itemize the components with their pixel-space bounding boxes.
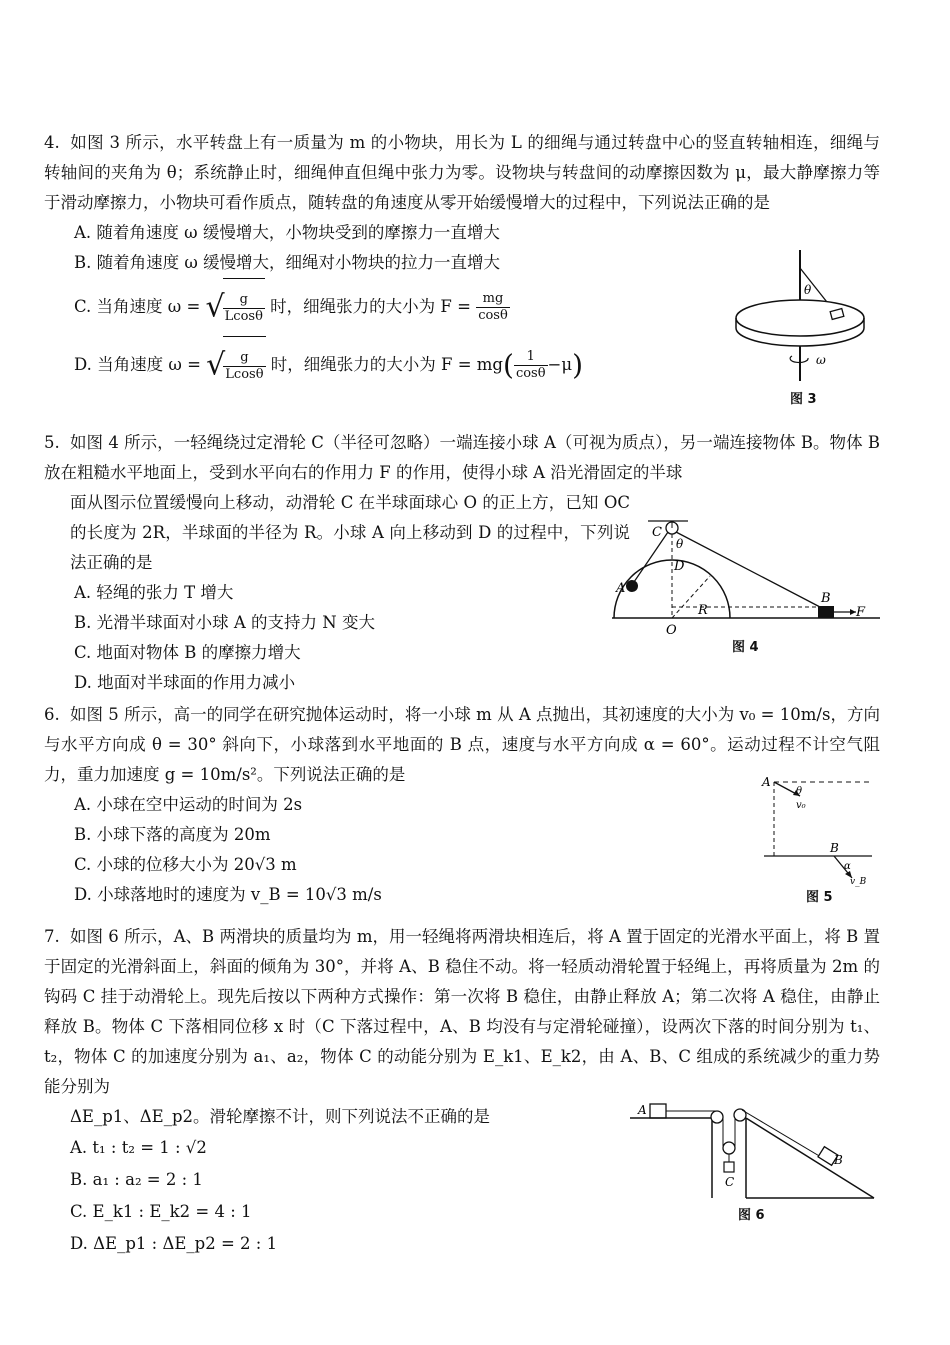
q4-c-middle: 时，细绳张力的大小为 F = (270, 297, 471, 316)
fig3-caption: 图 3 (790, 392, 817, 407)
fig4-label-o: O (666, 623, 677, 638)
q4-d-den: Lcosθ (225, 367, 264, 382)
figure-4-hemisphere (612, 514, 880, 640)
q4-d-num: g (223, 350, 265, 367)
q7-stem-text: 如图 6 所示，A、B 两滑块的质量均为 m，用一轻绳将两滑块相连后，将 A 置于固定的光滑水平面上，将 B 置于固定的光滑斜面上，斜面的倾角为 30°，并将 A、B 稳住不动。将一轻质动滑轮置于轻绳上，再将质量为 2m 的钩码 C 挂于动滑轮上。现先后按以下两种方式操作：第一次将 B 稳住，由静止释放 A；第二次将 A 稳住，由静止释放 B。物体 C 下落相同位移 x 时（C 下落过程中，A、B 均没有与定滑轮碰撞），设两次下落的时间分别为 t₁、t₂，物体 C 的加速度分别为 a₁、a₂，物体 C 的动能分别为 E_k1、E_k2，由 A、B、C 组成的系统减少的重力势能分别为 (44, 927, 880, 1096)
q4-c-den: Lcosθ (224, 309, 263, 324)
figure-5-projectile (760, 772, 880, 890)
fig6-caption: 图 6 (738, 1208, 765, 1223)
fig5-label-theta: θ (796, 786, 803, 797)
fig4-rope-b (676, 532, 820, 607)
q7-stem-last: ΔE_p1、ΔE_p2。滑轮摩擦不计，则下列说法不正确的是 (70, 1107, 491, 1126)
question-6 (44, 700, 880, 910)
fig6-label-c: C (725, 1175, 735, 1189)
fig6-label-b: B (834, 1153, 843, 1167)
q4-c-num: g (223, 292, 265, 309)
q5-stem-1 (44, 428, 880, 488)
q6-number: 6. (44, 705, 60, 724)
q4-d-force-frac (514, 349, 548, 382)
q4-d-prefix: D. 当角速度 ω = (74, 355, 201, 374)
q4-option-d: D. 当角速度 ω = √ $\frac{g}{Lcos\theta}$ 时，细绳张力的大小为 F = mg( $\frac{1}{\cos\theta}$ −μ) (44, 336, 880, 394)
q6-option-a: A. 小球在空中运动的时间为 2s (74, 795, 303, 814)
fig6-movable-pulley (723, 1142, 735, 1154)
q4-c-sqrt: √ $\frac{g}{Lcos\theta}$ (206, 278, 265, 337)
q7-stem (44, 922, 880, 1102)
q4-c-force-frac (476, 291, 510, 324)
q5-number: 5. (44, 433, 60, 452)
q4-number: 4. (44, 133, 60, 152)
q5-option-d: D. 地面对半球面的作用力减小 (74, 673, 296, 692)
fig5-caption: 图 5 (806, 890, 833, 905)
q5-stem-text-1: 如图 4 所示，一轻绳绕过定滑轮 C（半径可忽略）一端连接小球 A（可视为质点），另一端连接物体 B。物体 B 放在粗糙水平地面上，受到水平向右的作用力 F 的作用，使得小球 A 沿光滑固定的半球 (44, 433, 880, 482)
q4-c-prefix: C. 当角速度 ω = (74, 297, 201, 316)
q6-option-c: C. 小球的位移大小为 20√3 m (74, 855, 297, 874)
q6-stem-text: 如图 5 所示，高一的同学在研究抛体运动时，将一小球 m 从 A 点抛出，其初速度的大小为 v₀ = 10m/s，方向与水平方向成 θ = 30° 斜向下，小球落到水平地面的 B 点，速度与水平方向成 α = 60°。运动过程不计空气阻力，重力加速度 g = 10m/s²。下列说法正确的是 (44, 705, 880, 784)
fig4-label-c: C (652, 525, 662, 540)
q7-option-d: D. ΔE_p1 : ΔE_p2 = 2 : 1 (70, 1234, 278, 1253)
fig4-label-r: R (698, 603, 708, 618)
q5-option-c: C. 地面对物体 B 的摩擦力增大 (74, 643, 301, 662)
q4-d-minus-mu: −μ (547, 355, 573, 374)
q4-d-sqrt: √ $\frac{g}{Lcos\theta}$ (206, 336, 265, 395)
fig5-label-b: B (830, 841, 839, 855)
fig4-label-a: A (616, 581, 626, 596)
q4-d-force-num: 1 (514, 349, 548, 366)
fig6-weight-c (724, 1162, 734, 1172)
q7-option-c: C. E_k1 : E_k2 = 4 : 1 (70, 1202, 252, 1221)
fig4-caption: 图 4 (732, 640, 759, 655)
q5-option-a: A. 轻绳的张力 T 增大 (74, 583, 234, 602)
q4-d-middle: 时，细绳张力的大小为 F = mg (270, 355, 503, 374)
fig5-label-vb: v_B (850, 877, 867, 887)
fig4-label-d: D (674, 559, 685, 574)
fig6-incline-surface (746, 1118, 874, 1198)
q4-option-a: A. 随着角速度 ω 缓慢增大，小物块受到的摩擦力一直增大 (74, 223, 500, 242)
q7-option-a: A. t₁ : t₂ = 1 : √2 (70, 1138, 207, 1157)
q4-stem-text: 如图 3 所示，水平转盘上有一质量为 m 的小物块，用长为 L 的细绳与通过转盘中心的竖直转轴相连，细绳与转轴间的夹角为 θ；系统静止时，细绳伸直但绳中张力为零。设物块与转盘间的动摩擦因数为 μ，最大静摩擦力等于滑动摩擦力，小物块可看作质点，随转盘的角速度从零开始缓慢增大的过程中，下列说法正确的是 (44, 133, 880, 212)
fig3-disc-top (736, 300, 864, 336)
fig6-block-a (650, 1104, 666, 1118)
q4-d-force-den: cosθ (515, 366, 546, 381)
q6-option-d: D. 小球落地时的速度为 v_B = 10√3 m/s (74, 885, 382, 904)
fig4-label-b: B (821, 591, 831, 606)
fig5-label-v0: v₀ (796, 800, 806, 811)
fig6-pulley-left (711, 1111, 723, 1123)
fig6-label-a: A (638, 1103, 647, 1117)
q5-stem-2: 面从图示位置缓慢向上移动，动滑轮 C 在半球面球心 O 的正上方，已知 OC 的长度为 2R，半球面的半径为 R。小球 A 向上移动到 D 的过程中，下列说法正确的是 (70, 493, 630, 572)
fig3-theta-label: θ (804, 283, 812, 297)
q4-c-force-den: cosθ (478, 308, 508, 323)
figure-3-turntable (730, 246, 890, 396)
q5-option-b: B. 光滑半球面对小球 A 的支持力 N 变大 (74, 613, 375, 632)
fig4-label-f: F (856, 605, 866, 620)
fig5-label-a: A (762, 775, 771, 789)
fig4-label-theta: θ (676, 537, 684, 551)
fig6-rope-b (742, 1110, 826, 1160)
fig4-ball-a (626, 580, 638, 592)
fig5-label-alpha: α (844, 861, 851, 872)
fig4-rope-a (634, 532, 668, 582)
q7-number: 7. (44, 927, 60, 946)
q4-c-force-num: mg (476, 291, 510, 308)
fig4-block-b (818, 606, 834, 618)
q6-option-b: B. 小球下落的高度为 20m (74, 825, 271, 844)
q7-option-b: B. a₁ : a₂ = 2 : 1 (70, 1170, 203, 1189)
q4-option-b: B. 随着角速度 ω 缓慢增大，细绳对小物块的拉力一直增大 (74, 253, 501, 272)
q6-stem (44, 700, 880, 790)
fig3-omega-label: ω (816, 353, 826, 367)
q4-stem (44, 128, 880, 218)
figure-6-pulley-incline (630, 1100, 880, 1204)
